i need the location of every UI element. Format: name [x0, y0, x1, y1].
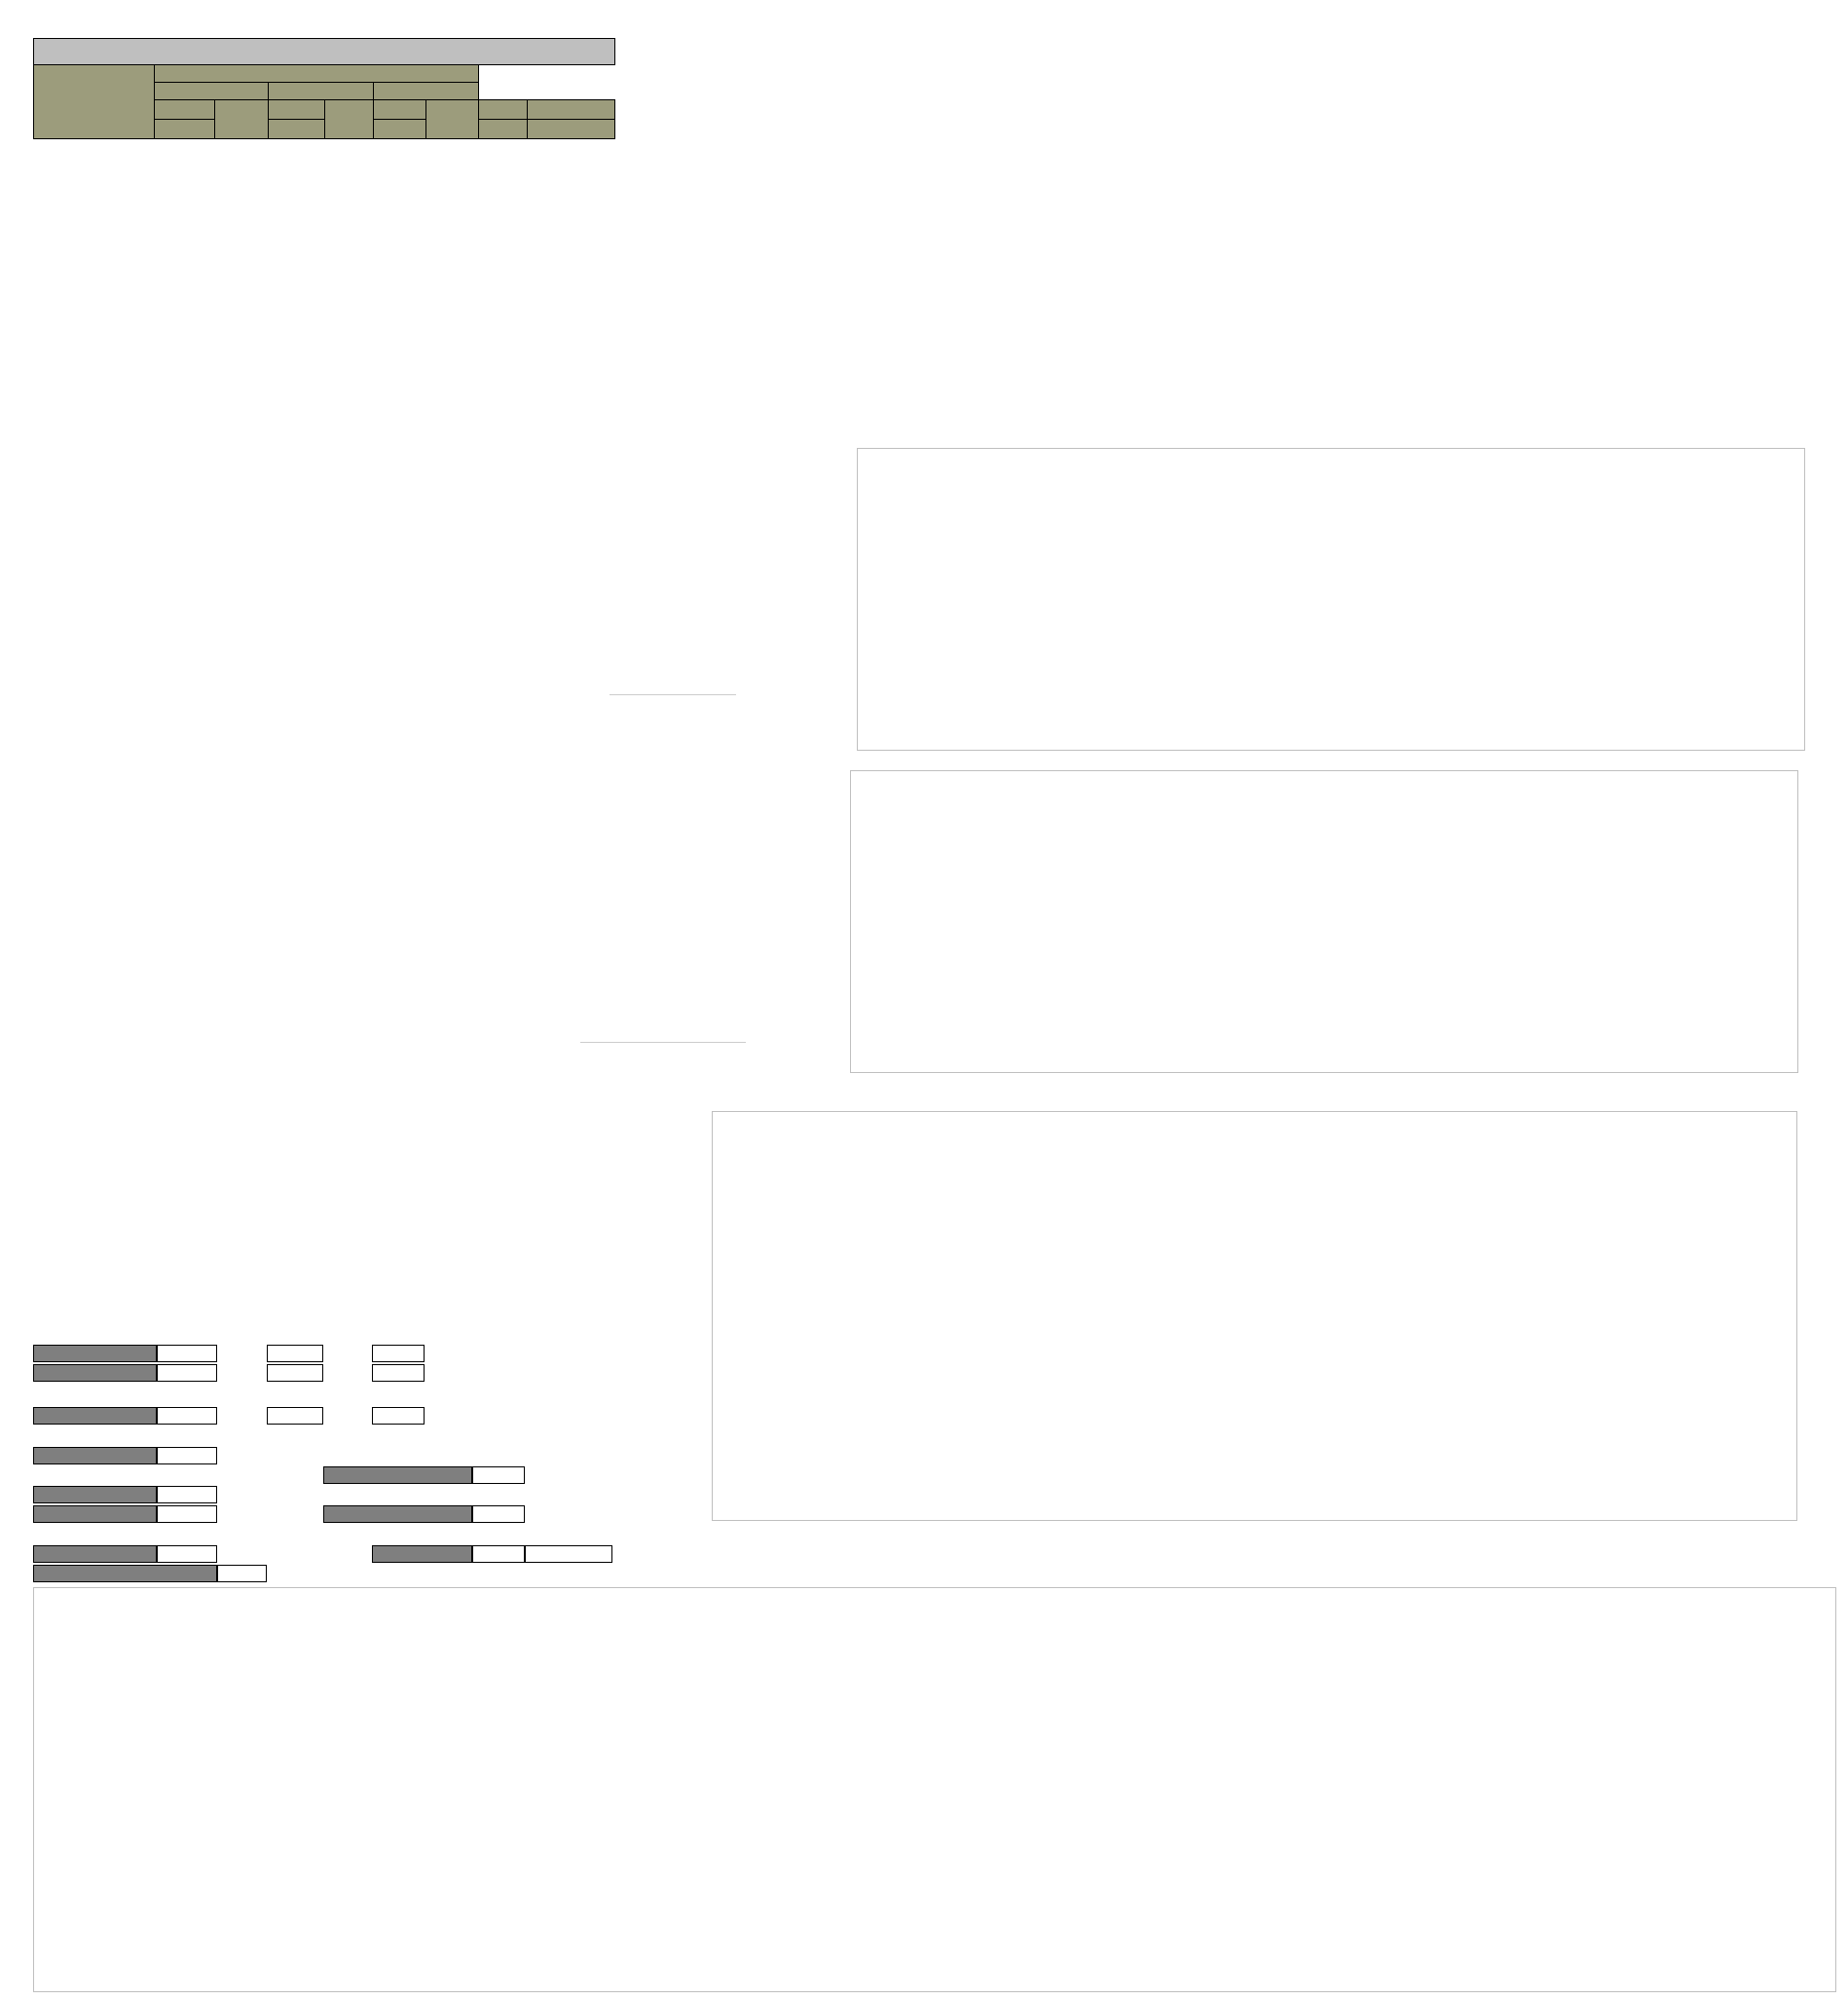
- avg-temp-22: [372, 1407, 425, 1425]
- min-temp-7: [157, 1364, 217, 1382]
- temp-hour-chart: [712, 1111, 1797, 1521]
- col-time-15: [269, 83, 374, 100]
- note-ledovka: [610, 694, 736, 695]
- max-temp-15: [267, 1345, 323, 1362]
- total-rain: [157, 1545, 217, 1563]
- year-rain-label: [33, 1565, 217, 1582]
- max-all-label: [33, 1505, 157, 1523]
- avg-all: [157, 1447, 217, 1464]
- total-rain-label: [33, 1545, 157, 1563]
- col-teplota-7: [155, 100, 215, 120]
- col-time-22: [374, 83, 479, 100]
- weather-table: [33, 38, 615, 139]
- max-rain-label: [372, 1545, 472, 1563]
- snow-chart: [857, 448, 1805, 751]
- avg-temp-7: [157, 1407, 217, 1425]
- snih-label: [528, 120, 615, 139]
- avg-all-label: [33, 1447, 157, 1464]
- col-stav-22: [426, 100, 479, 139]
- unit-22: [374, 120, 426, 139]
- col-cas: [155, 65, 479, 83]
- min-temp-label: [33, 1364, 157, 1382]
- col-time-7: [155, 83, 269, 100]
- temp-all-chart: [33, 1587, 1836, 1992]
- temp-hour-chart-svg: [713, 1112, 1796, 1520]
- note-praha: [580, 1042, 746, 1043]
- min-all: [157, 1486, 217, 1503]
- max-rain-date: [525, 1545, 612, 1563]
- rain-chart-svg: [851, 771, 1797, 1072]
- col-teplota-15: [269, 100, 325, 120]
- max-rain: [472, 1545, 525, 1563]
- col-srazky: [479, 100, 528, 120]
- temp-all-chart-svg: [34, 1588, 1835, 1991]
- avg-temp-label: [33, 1407, 157, 1425]
- rain-days: [472, 1466, 525, 1484]
- col-stav-7: [215, 100, 269, 139]
- min-all-label: [33, 1486, 157, 1503]
- col-stav-15: [325, 100, 374, 139]
- col-datum: [34, 65, 155, 139]
- max-temp-22: [372, 1345, 425, 1362]
- min-temp-15: [267, 1364, 323, 1382]
- table-title: [34, 39, 615, 65]
- max-temp-label: [33, 1345, 157, 1362]
- col-teplota-22: [374, 100, 426, 120]
- col-poznamky: [528, 100, 615, 120]
- unit-7: [155, 120, 215, 139]
- unit-15: [269, 120, 325, 139]
- max-all: [157, 1505, 217, 1523]
- rain-days-label: [323, 1466, 472, 1484]
- max-temp-7: [157, 1345, 217, 1362]
- max-snow: [472, 1505, 525, 1523]
- srazky-unit: [479, 120, 528, 139]
- min-temp-22: [372, 1364, 425, 1382]
- snow-chart-svg: [858, 449, 1804, 750]
- avg-temp-15: [267, 1407, 323, 1425]
- year-rain: [217, 1565, 267, 1582]
- max-snow-label: [323, 1505, 472, 1523]
- rain-chart: [850, 770, 1798, 1073]
